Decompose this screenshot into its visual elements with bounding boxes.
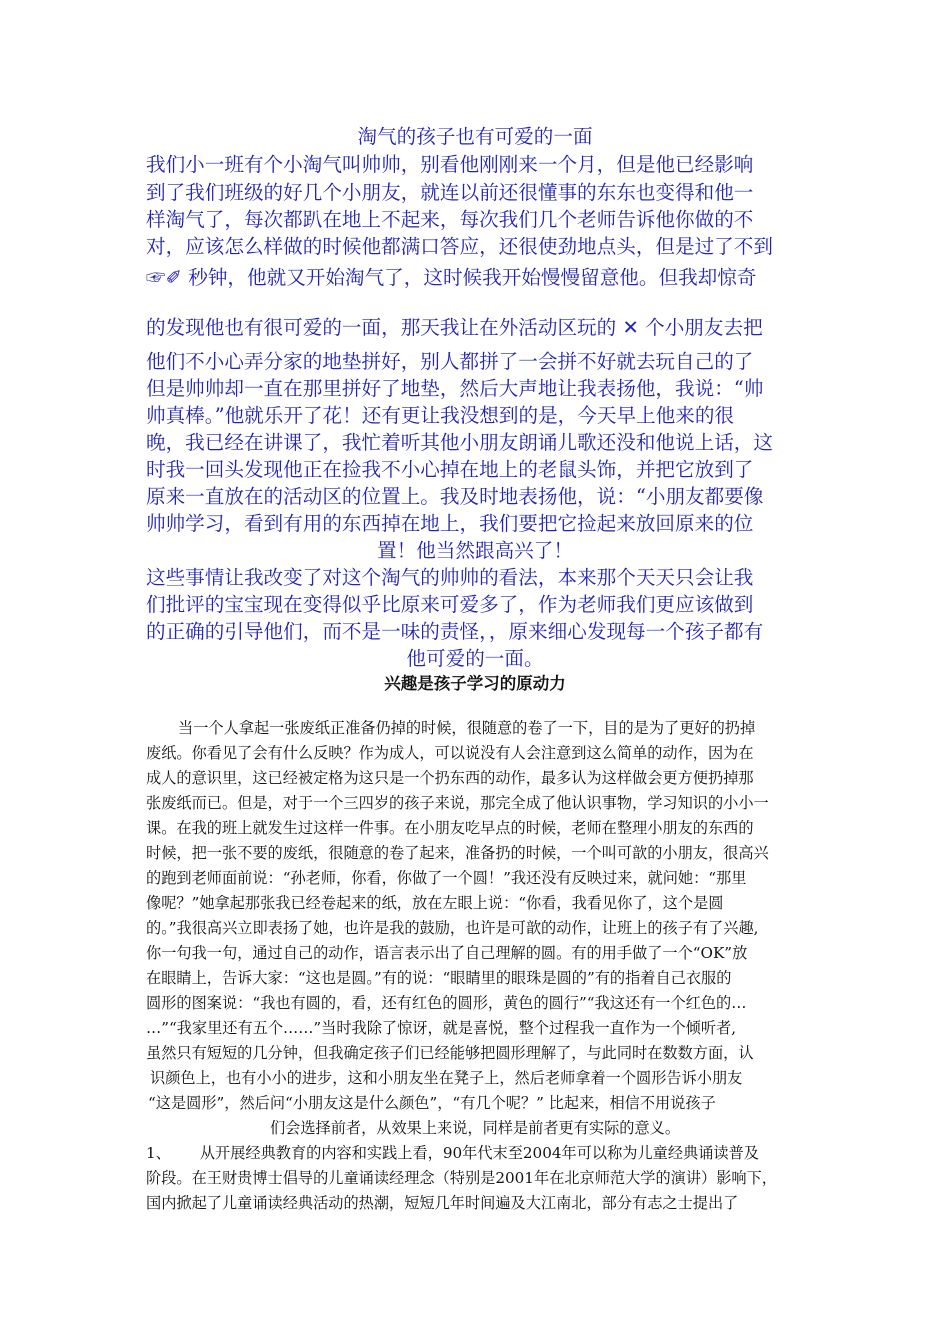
text-line: “这是圆形”，然后问“小朋友这是什么颜色”，“有几个呢？” 比起来，相信不用说孩子 bbox=[148, 1094, 716, 1112]
section-title: 淘气的孩子也有可爱的一面 bbox=[357, 125, 593, 148]
text-line: 他可爱的一面。 bbox=[406, 647, 544, 670]
text-line: 的。”我很高兴立即表扬了她，也许是我的鼓励，也许是可歆的动作，让班上的孩子有了兴趣, bbox=[146, 919, 759, 937]
text-line: 原来一直放在的活动区的位置上。我及时地表扬他，说：“小朋友都要像 bbox=[146, 485, 764, 508]
text-line: 对，应该怎么样做的时候他都满口答应，还很使劲地点头，但是过了不到 bbox=[146, 235, 773, 258]
text-line: 他们不小心弄分家的地垫拼好，别人都拼了一会拼不好就去玩自己的了 bbox=[146, 350, 754, 373]
text-line: 成人的意识里，这已经被定格为这只是一个扔东西的动作，最多认为这样做会更方便扔掉那 bbox=[146, 769, 754, 787]
text-line: 虽然只有短短的几分钟，但我确定孩子们已经能够把圆形理解了，与此同时在数数方面，认 bbox=[146, 1044, 754, 1062]
text-line: 国内掀起了儿童诵读经典活动的热潮，短短几年时间遍及大江南北，部分有志之士提出了 bbox=[146, 1194, 739, 1212]
text-line: 在眼睛上，告诉大家：“这也是圆。”有的说：“眼睛里的眼珠是圆的”有的指着自己衣服的 bbox=[146, 969, 732, 987]
text-line: ☞✐ 秒钟，他就又开始淘气了，这时候我开始慢慢留意他。但我却惊奇 bbox=[146, 266, 757, 289]
text-line: 废纸。你看见了会有什么反映？作为成人，可以说没有人会注意到这么简单的动作，因为在 bbox=[146, 744, 754, 762]
text-line: 们会选择前者，从效果上来说，同样是前者更有实际的意义。 bbox=[269, 1119, 681, 1137]
text-line: 我们小一班有个小淘气叫帅帅，别看他刚刚来一个月，但是他已经影响 bbox=[146, 153, 754, 176]
text-line: 你一句我一句，通过自己的动作，语言表示出了自己理解的圆。有的用手做了一个“OK”放 bbox=[146, 944, 748, 962]
text-line: …”“我家里还有五个……”当时我除了惊讶，就是喜悦，整个过程我一直作为一个倾听者, bbox=[146, 1019, 737, 1037]
text-line: 的跑到老师面前说：“孙老师，你看，你做了一个圆！”我还没有反映过来，就问她：“那里 bbox=[146, 869, 747, 887]
text-line: 当一个人拿起一张废纸正准备仍掉的时候，很随意的卷了一下，目的是为了更好的扔掉 bbox=[178, 719, 756, 737]
text-line: 的正确的引导他们，而不是一味的责怪，，原来细心发现每一个孩子都有 bbox=[146, 620, 764, 643]
text-line: 时我一回头发现他正在捡我不小心掉在地上的老鼠头饰，并把它放到了 bbox=[146, 458, 754, 481]
text-line: 课。在我的班上就发生过这样一件事。在小朋友吃早点的时候，老师在整理小朋友的东西的 bbox=[146, 819, 754, 837]
text-line: 们批评的宝宝现在变得似乎比原来可爱多了，作为老师我们更应该做到 bbox=[146, 593, 754, 616]
text-line: 像呢？”她拿起那张我已经卷起来的纸，放在左眼上说：“你看，我看见你了，这个是圆 bbox=[146, 894, 724, 912]
text-line: 帅真棒。”他就乐开了花！还有更让我没想到的是，今天早上他来的很 bbox=[146, 404, 735, 427]
text-line: 帅帅学习，看到有用的东西掉在地上，我们要把它捡起来放回原来的位 bbox=[146, 512, 754, 535]
numbered-paragraph-line: 1、 从开展经典教育的内容和实践上看，90年代末至2004年可以称为儿童经典诵读普及 bbox=[146, 1144, 759, 1162]
text-line: 到了我们班级的好几个小朋友，就连以前还很懂事的东东也变得和他一 bbox=[146, 181, 754, 204]
text-line: 晚，我已经在讲课了，我忙着听其他小朋友朗诵儿歌还没和他说上话，这 bbox=[146, 431, 773, 454]
text-line: 识颜色上，也有小小的进步，这和小朋友坐在凳子上，然后老师拿着一个圆形告诉小朋友 bbox=[150, 1069, 743, 1087]
text-line: 置！他当然跟高兴了！ bbox=[377, 539, 573, 562]
text-line: 样淘气了，每次都趴在地上不起来，每次我们几个老师告诉他你做的不 bbox=[146, 208, 754, 231]
text-line: 圆形的图案说：“我也有圆的，看，还有红色的圆形，黄色的圆行”“我这还有一个红色的… bbox=[146, 994, 747, 1012]
text-line: 的发现他也有很可爱的一面，那天我让在外活动区玩的 ✕ 个小朋友去把 bbox=[146, 316, 763, 339]
text-line: 但是帅帅却一直在那里拼好了地垫，然后大声地让我表扬他，我说：“帅 bbox=[146, 377, 764, 400]
text-line: 阶段。在王财贵博士倡导的儿童诵读经理念（特别是2001年在北京师范大学的演讲）影响下， bbox=[146, 1169, 777, 1187]
text-line: 时候，把一张不要的废纸，很随意的卷了起来，准备扔的时候，一个叫可歆的小朋友，很高兴 bbox=[146, 844, 769, 862]
section-title-interest: 兴趣是孩子学习的原动力 bbox=[384, 674, 566, 693]
text-line: 这些事情让我改变了对这个淘气的帅帅的看法，本来那个天天只会让我 bbox=[146, 566, 754, 589]
text-line: 张废纸而已。但是，对于一个三四岁的孩子来说，那完全成了他认识事物，学习知识的小小一 bbox=[146, 794, 769, 812]
